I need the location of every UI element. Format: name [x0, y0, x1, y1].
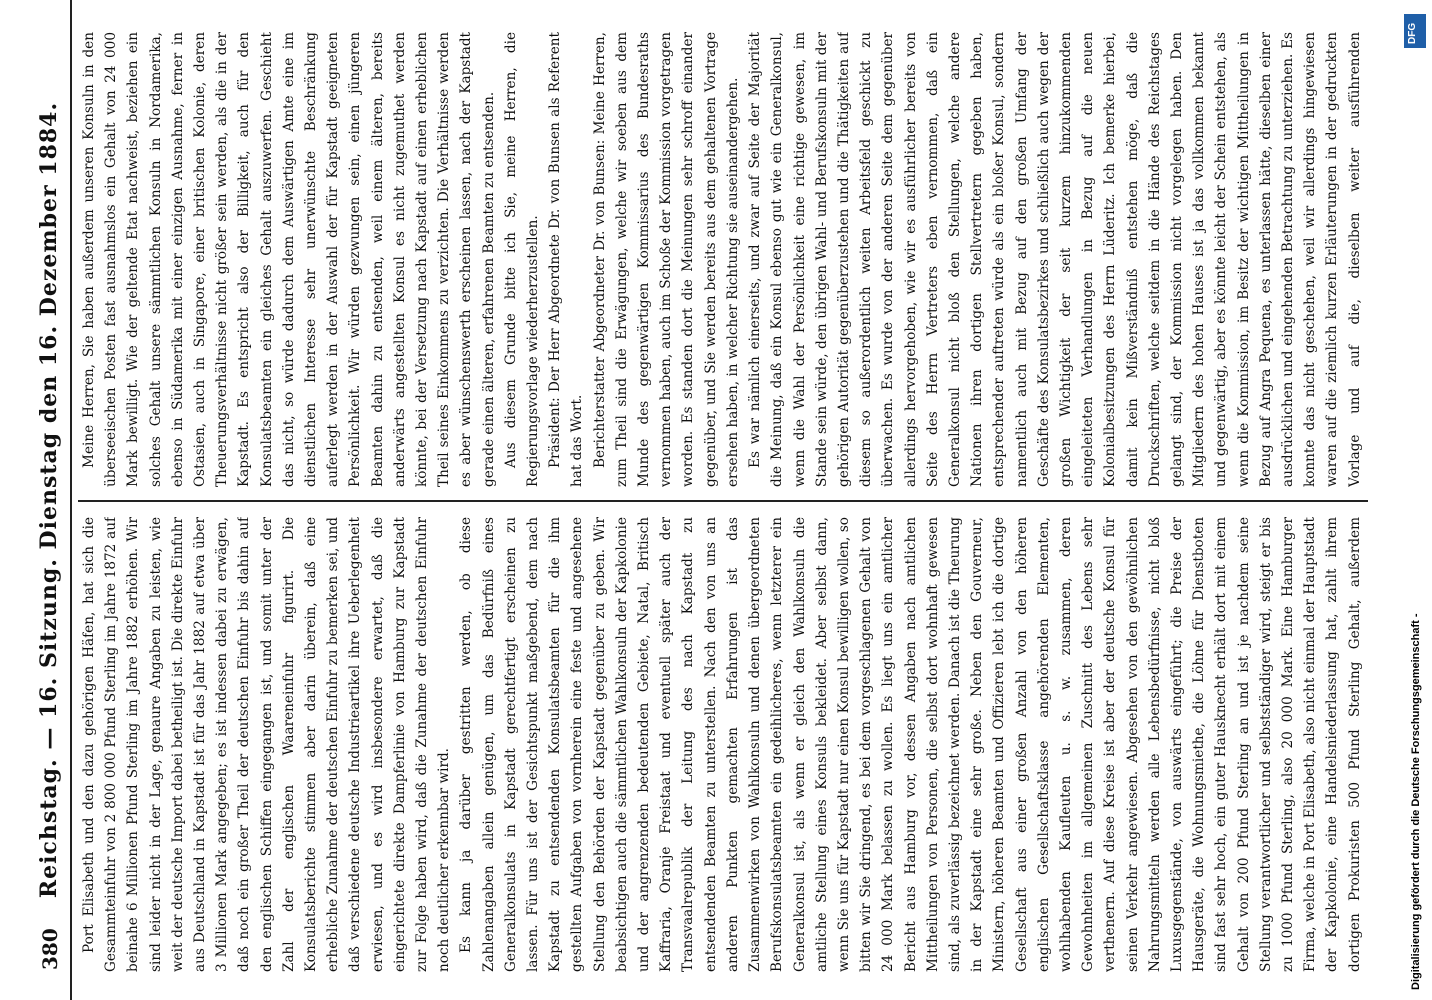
page-header	[30, 0, 72, 1000]
paragraph: Port Elisabeth und den dazu gehörigen Häfen, hat sich die Gesammteinfuhr von 2 800 000 Pfund Sterling im Jahre 1872 auf beinahe 6 Millionen Pfund Sterling im Jahre 1882 erhöhen. Wir sind leider nicht in der Lage, genaure Angaben zu leisten, wie weit der deutsche Import dabei betheiligt ist. Die direkte Einfuhr aus Deutschland in Kapstadt ist für das Jahr 1882 auf etwa über 3 Millionen Mark angegeben; es ist indessen dabei zu erwägen, daß noch ein großer Theil der deutschen Einfuhr bis dahin auf den englischen Schiffen eingegangen ist, und somit unter der Zahl der englischen Waareneinfuhr figurirt. Die Konsulatsberichte stimmen aber darin überein, daß eine erhebliche Zunahme der deutschen Einfuhr zu bemerken sei, und daß verschiedene deutsche Industrieartikel ihre Ueberlegenheit erwiesen, und es wird insbesondere erwartet, daß die eingerichtete direkte Dampferlinie von Hamburg zur Kapstadt zur Folge haben wird, daß die Zunahme der deutschen Einfuhr noch deutlicher erkennbar wird.	[81, 517, 453, 972]
paragraph-rapporteur: Berichterstatter Abgeordneter Dr. von Bunsen: Meine Herren, zum Theil sind die Erwägungen, welche wir soeben aus dem Munde des gegenwärtigen Kommissarius des Bundesraths vernommen haben, auch im Schoße der Kommission vorgetragen worden. Es standen dort die Meinungen sehr schroff einander gegenüber, und Sie werden bereits aus dem gehaltenen Vortrage ersehen haben, in welcher Richtung sie auseinandergehen.	[591, 32, 741, 487]
column-divider	[78, 500, 1368, 502]
paragraph: Es war nämlich einerseits, und zwar auf Seite der Majorität die Meinung, daß ein Konsul ebenso gut wie ein Generalkonsul, wenn die Wahl der Persönlichkeit eine richtige gewesen, im Stande sein würde, den übrigen Wahl- und Berufskonsuln mit der gehörigen Autorität gegenüberzustehen und die Thätigkeiten auf diesem so außerordentlich weiten Arbeitsfeld geschickt zu überwachen. Es wurde von der anderen Seite dem gegenüber allerdings hervorgehoben, wie wir es ausführlicher bereits von Seite des Herrn Vertreters eben vernommen, daß ein Generalkonsul nicht bloß den Stellungen, welche andere Nationen ihren dortigen Stellvertretern gegeben haben, entsprechender auftreten würde als ein bloßer Konsul, sondern namentlich auch mit Bezug auf den großen Umfang der Geschäfte des Konsulatsbezirkes und schließlich auch wegen der großen Wichtigkeit der seit kurzem hinzukommenden eingeleiteten Verhandlungen in Bezug auf die neuen Kolonialbesitzungen des Herrn Lüderitz. Ich bemerke hierbei, damit kein Mißverständniß entstehen möge, daß die Druckschriften, welche seitdem in die Hände des Reichstages gelangt sind, der Kommission nicht vorgelegen haben. Den Mitgliedern des hohen Hauses ist ja das vollkommen bekannt und gegenwärtig, aber es könnte leicht der Schein entstehen, als wenn die Kommission, im Besitz der wichtigen Mittheilungen in Bezug auf Angra Pequena, es unterlassen hätte, dieselben einer ausdrücklichen und eingehenden Betrachtung zu unterziehen. Es konnte das nicht geschehen, weil wir allerdings hingewiesen waren auf die ziemlich kurzen Erläuterungen in der gedruckten Vorlage und auf die, dieselben weiter ausführenden	[747, 32, 1363, 487]
digitization-credit	[1404, 0, 1432, 1000]
right-column	[78, 32, 1368, 487]
paragraph-president: Präsident: Der Herr Abgeordnete Dr. von Bunsen als Referent hat das Wort.	[547, 32, 586, 487]
credit-text: Digitalisierung gefördert durch die Deutsche Forschungsgemeinschaft -	[1410, 613, 1422, 990]
left-column	[78, 517, 1368, 972]
paragraph: Es kann ja darüber gestritten werden, ob diese Zahlenangaben allein genügen, um das Bedürfniß eines Generalkonsulats in Kapstadt gerechtfertigt erscheinen zu lassen. Für uns ist der Gesichtspunkt maßgebend, dem nach Kapstadt zu entsendenden Konsulatsbeamten für die ihm gestellten Aufgaben von vornherein eine feste und angesehene Stellung den Behörden der Kapstadt gegenüber zu geben. Wir beabsichtigen auch die sämmtlichen Wahlkonsuln der Kapkolonie und der angrenzenden bedeutenden Gebiete, Natal, Britisch Kaffraria, Oranje Freistaat und eventuell später auch der Transvaalrepublik der Leitung des nach Kapstadt zu entsendenden Beamten zu unterstellen. Nach den von uns an anderen Punkten gemachten Erfahrungen ist das Zusammenwirken von Wahlkonsuln und denen übergeordneten Berufskonsulatsbeamten ein gedeihlicheres, wenn letzterer ein Generalkonsul ist, als wenn er gleich den Wahlkonsuln die amtliche Stellung eines Konsuls bekleidet. Aber selbst dann, wenn Sie uns für Kapstadt nur einen Konsul bewilligen wollen, so bitten wir Sie dringend, es bei dem vorgeschlagenen Gehalt von 24 000 Mark belassen zu wollen. Es liegt uns ein amtlicher Bericht aus Hamburg vor, dessen Angaben nach amtlichen Mittheilungen von Personen, die selbst dort wohnhaft gewesen sind, als zuverlässig bezeichnet werden. Danach ist die Theurung in der Kapstadt eine sehr große. Neben den Gouverneur, Ministern, höheren Beamten und Offizieren lebt ich die dortige Gesellschaft aus einer großen Anzahl von den höheren englischen Gesellschaftsklasse angehörenden Elementen, wohlhabenden Kaufleuten u. s. w. zusammen, deren Gewohnheiten im allgemeinen Zuschnitt des Lebens sehr verthenern. Auf diese Kreise ist aber der deutsche Konsul für seinen Verkehr angewiesen. Abgesehen von den gewöhnlichen Nahrungsmitteln werden alle Lebensbedürfnisse, nicht bloß Luxusgegenstände, von auswärts eingeführt; die Preise der Hausgeräte, die Wohnungsmiethe, die Löhne für Dienstboten sind fast sehr hoch, ein guter Hausknecht erhält dort mit einem Gehalt von 200 Pfund Sterling an und ist je nachdem seine Stellung verantwortlicher und selbstständiger wird, steigt er bis zu 1000 Pfund Sterling, also 20 000 Mark. Eine Hamburger Firma, welche in Port Elisabeth, also nicht einmal der Hauptstadt der Kapkolonie, eine Handelsniederlassung hat, zahlt ihrem dortigen Prokuristen 500 Pfund Sterling Gehalt, außerdem	[458, 517, 1363, 972]
dfg-logo-text: DFG	[1407, 22, 1418, 44]
text-columns	[78, 22, 1378, 972]
paragraph: Meine Herren, Sie haben außerdem unseren Konsuln in den überseeischen Posten fast ausnahmslos ein Gehalt von 24 000 Mark bewilligt. Wie der geltende Etat nachweist, beziehen ein solches Gehalt unsere sämmtlichen Konsuln in Nordamerika, ebenso in Südamerika mit einer einzigen Ausnahme, ferner in Ostasien, auch in Singapore, einer britischen Kolonie, deren Theuerungsverhältnisse nicht größer sein werden, als die in der Kapstadt. Es entspricht also der Billigkeit, auch für den Konsulatsbeamten ein gleiches Gehalt auszuwerfen. Geschieht das nicht, so würde dadurch dem Auswärtigen Amte eine im dienstlichen Interesse sehr unerwünschte Beschränkung auferlegt werden in der Auswahl der für Kapstadt geeigneten Persönlichkeit. Wir würden gezwungen sein, einen jüngeren Beamten dahin zu entsenden, weil einem älteren, bereits anderwärts angestellten Konsul es nicht zugemuthet werden könnte, bei der Versetzung nach Kapstadt auf einen erheblichen Theil seines Einkommens zu verzichten. Die Verhältnisse werden es aber wünschenswerth erscheinen lassen, nach der Kapstadt gerade einen älteren, erfahrenen Beamten zu entsenden.	[81, 32, 497, 487]
running-title: Reichstag. — 16. Sitzung. Dienstag den 16. Dezember 1884.	[36, 101, 62, 899]
paragraph: Aus diesem Grunde bitte ich Sie, meine Herren, die Regierungsvorlage wiederherzustellen.	[502, 32, 542, 487]
page-number: 380	[38, 928, 62, 970]
dfg-logo	[1404, 14, 1426, 48]
